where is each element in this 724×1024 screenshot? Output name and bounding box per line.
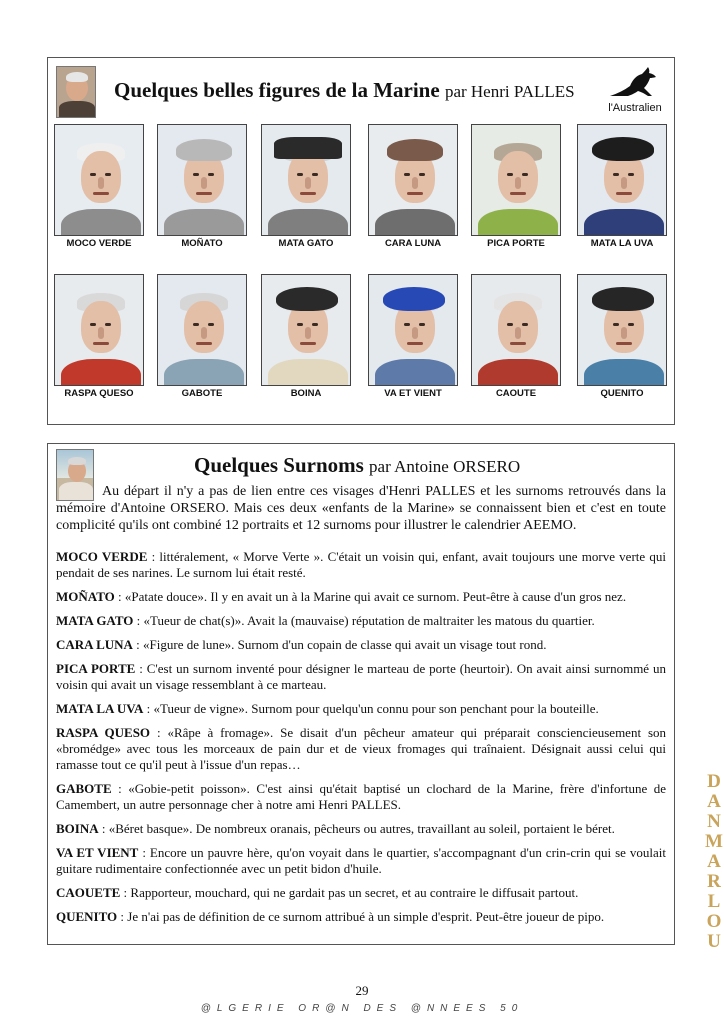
portrait-drawing xyxy=(54,274,144,386)
nickname-definition: : «Figure de lune». Surnom d'un copain de classe qui avait un visage tout rond. xyxy=(132,637,547,652)
portrait-drawing xyxy=(577,124,667,236)
nickname-entry xyxy=(56,821,666,837)
side-letter: M xyxy=(705,831,723,852)
kangaroo-icon xyxy=(608,66,664,100)
nickname-entry xyxy=(56,701,666,717)
nickname-definition: : «Râpe à fromage». Se disait d'un pêcheur amateur qui préparait consciencieusement son «bromédge» avec tous les morceaux de pain dur et de vieux fromages qui traînaient. Désignait aussi celui qui ramasse tout ce qu'il peut à l'issue d'un repas… xyxy=(56,725,667,772)
nicknames-box xyxy=(47,443,675,945)
portrait-label: PICA PORTE xyxy=(487,238,545,249)
nickname-definition: : littéralement, « Morve Verte ». C'était un voisin qui, enfant, avait toujours une morve verte qui pendait de ses narines. Le surnom lui était resté. xyxy=(56,549,666,580)
portrait-drawing xyxy=(261,124,351,236)
logo-text: l'Australien xyxy=(608,102,662,114)
nicknames-title-text: Quelques Surnoms xyxy=(194,453,364,477)
portraits-title xyxy=(114,78,575,103)
side-letter: L xyxy=(707,891,721,912)
nickname: BOINA xyxy=(56,821,99,836)
portrait-label: CAOUTE xyxy=(495,388,537,399)
nickname: MATA LA UVA xyxy=(56,701,144,716)
portrait-drawing xyxy=(157,124,247,236)
portrait-card xyxy=(261,274,351,402)
page-number: 29 xyxy=(355,983,369,998)
nickname: PICA PORTE xyxy=(56,661,136,676)
portrait-card xyxy=(471,274,561,402)
portrait-label: BOINA xyxy=(290,388,322,399)
nickname-definition: : C'est un surnom inventé pour désigner le marteau de porte (heurtoir). On avait ainsi surnommé un voisin qui avait un visage ressemblant à ce marteau. xyxy=(56,661,666,692)
side-letter: U xyxy=(707,931,721,952)
nicknames-author: par Antoine ORSERO xyxy=(369,457,521,476)
portrait-card xyxy=(54,124,144,252)
portrait-card xyxy=(471,124,561,252)
portrait-card xyxy=(577,274,667,402)
portrait-label: MOCO VERDE xyxy=(66,238,132,249)
nickname-definition: : Rapporteur, mouchard, qui ne gardait pas un secret, et au contraire le diffusait partout. xyxy=(120,885,579,900)
intro-paragraph: Au départ il n'y a pas de lien entre ces visages d'Henri PALLES et les surnoms retrouvés dans la mémoire d'Antoine ORSERO. Mais ces deux «enfants de la Marine» se connaissent bien et c'est en toute complicité qu'ils ont combiné 12 portraits et 12 surnoms pour illustrer le calendrier AEEMO. xyxy=(56,484,666,533)
portrait-card xyxy=(368,274,458,402)
portrait-drawing xyxy=(471,274,561,386)
nickname-entry xyxy=(56,637,666,653)
nickname: CARA LUNA xyxy=(56,637,133,652)
portrait-label: MOÑATO xyxy=(181,238,223,249)
portraits-box xyxy=(47,57,675,425)
nickname-entry xyxy=(56,885,666,901)
portrait-label: CARA LUNA xyxy=(384,238,442,249)
side-letter: O xyxy=(706,911,722,932)
portrait-card xyxy=(577,124,667,252)
nickname-entry xyxy=(56,613,666,629)
nicknames-title xyxy=(194,453,520,478)
nickname-entry xyxy=(56,909,666,925)
side-letter: N xyxy=(707,811,721,832)
nickname-definition: : «Gobie-petit poisson». C'est ainsi qu'était baptisé un clochard de la Marine, frère d'infortune de Camembert, un autre personnage cher à notre ami Henri PALLES. xyxy=(56,781,666,812)
portrait-label: MATA LA UVA xyxy=(590,238,654,249)
side-letter: R xyxy=(707,871,721,892)
portrait-label: QUENITO xyxy=(600,388,644,399)
nickname-list xyxy=(56,549,666,933)
nickname-entry xyxy=(56,781,666,813)
portrait-card xyxy=(54,274,144,402)
nickname-entry xyxy=(56,661,666,693)
portrait-card xyxy=(261,124,351,252)
nickname-definition: : «Béret basque». De nombreux oranais, pêcheurs ou autres, travaillant au soleil, portaient le béret. xyxy=(98,821,615,836)
nickname-definition: : Encore un pauvre hère, qu'on voyait dans le quartier, s'accompagnant d'un crin-crin qui se voulait guitare rudimentaire confectionnée avec un petit bidon d'huile. xyxy=(56,845,666,876)
nickname: VA ET VIENT xyxy=(56,845,139,860)
nickname-definition: : «Tueur de vigne». Surnom pour quelqu'un connu pour son penchant pour la bouteille. xyxy=(143,701,599,716)
portrait-label: VA ET VIENT xyxy=(384,388,442,399)
portrait-drawing xyxy=(368,124,458,236)
henri-palles-photo xyxy=(56,66,96,118)
portrait-drawing xyxy=(261,274,351,386)
portrait-card xyxy=(157,124,247,252)
side-letter: A xyxy=(707,851,721,872)
nickname-entry xyxy=(56,589,666,605)
nickname-definition: : «Patate douce». Il y en avait un à la Marine qui avait ce surnom. Peut-être à cause d'un gros nez. xyxy=(114,589,627,604)
portrait-label: GABOTE xyxy=(181,388,223,399)
nickname-entry xyxy=(56,549,666,581)
portrait-drawing xyxy=(54,124,144,236)
portrait-drawing xyxy=(157,274,247,386)
side-letter: A xyxy=(707,791,721,812)
nickname-entry xyxy=(56,845,666,877)
portrait-drawing xyxy=(471,124,561,236)
side-letter: D xyxy=(707,771,721,792)
nickname: GABOTE xyxy=(56,781,112,796)
portraits-title-text: Quelques belles figures de la Marine xyxy=(114,78,440,102)
footer-text: @LGERIE OR@N DES @NNEES 50 xyxy=(200,1003,524,1014)
australien-logo xyxy=(604,66,666,120)
nickname-definition: : «Tueur de chat(s)». Avait la (mauvaise) réputation de maltraiter les matous du quartier. xyxy=(133,613,595,628)
nickname: CAOUETE xyxy=(56,885,121,900)
side-signature xyxy=(704,772,724,952)
nickname: MOCO VERDE xyxy=(56,549,148,564)
nickname: MOÑATO xyxy=(56,589,115,604)
nickname: QUENITO xyxy=(56,909,118,924)
portrait-drawing xyxy=(577,274,667,386)
portrait-label: MATA GATO xyxy=(278,238,334,249)
portrait-drawing xyxy=(368,274,458,386)
portrait-card xyxy=(368,124,458,252)
portrait-card xyxy=(157,274,247,402)
portrait-label: RASPA QUESO xyxy=(64,388,134,399)
nickname-definition: : Je n'ai pas de définition de ce surnom attribué à un simple d'esprit. Peut-être joueur de pipo. xyxy=(117,909,605,924)
portraits-author: par Henri PALLES xyxy=(444,82,575,101)
nickname: RASPA QUESO xyxy=(56,725,151,740)
nickname: MATA GATO xyxy=(56,613,134,628)
nickname-entry xyxy=(56,725,666,773)
